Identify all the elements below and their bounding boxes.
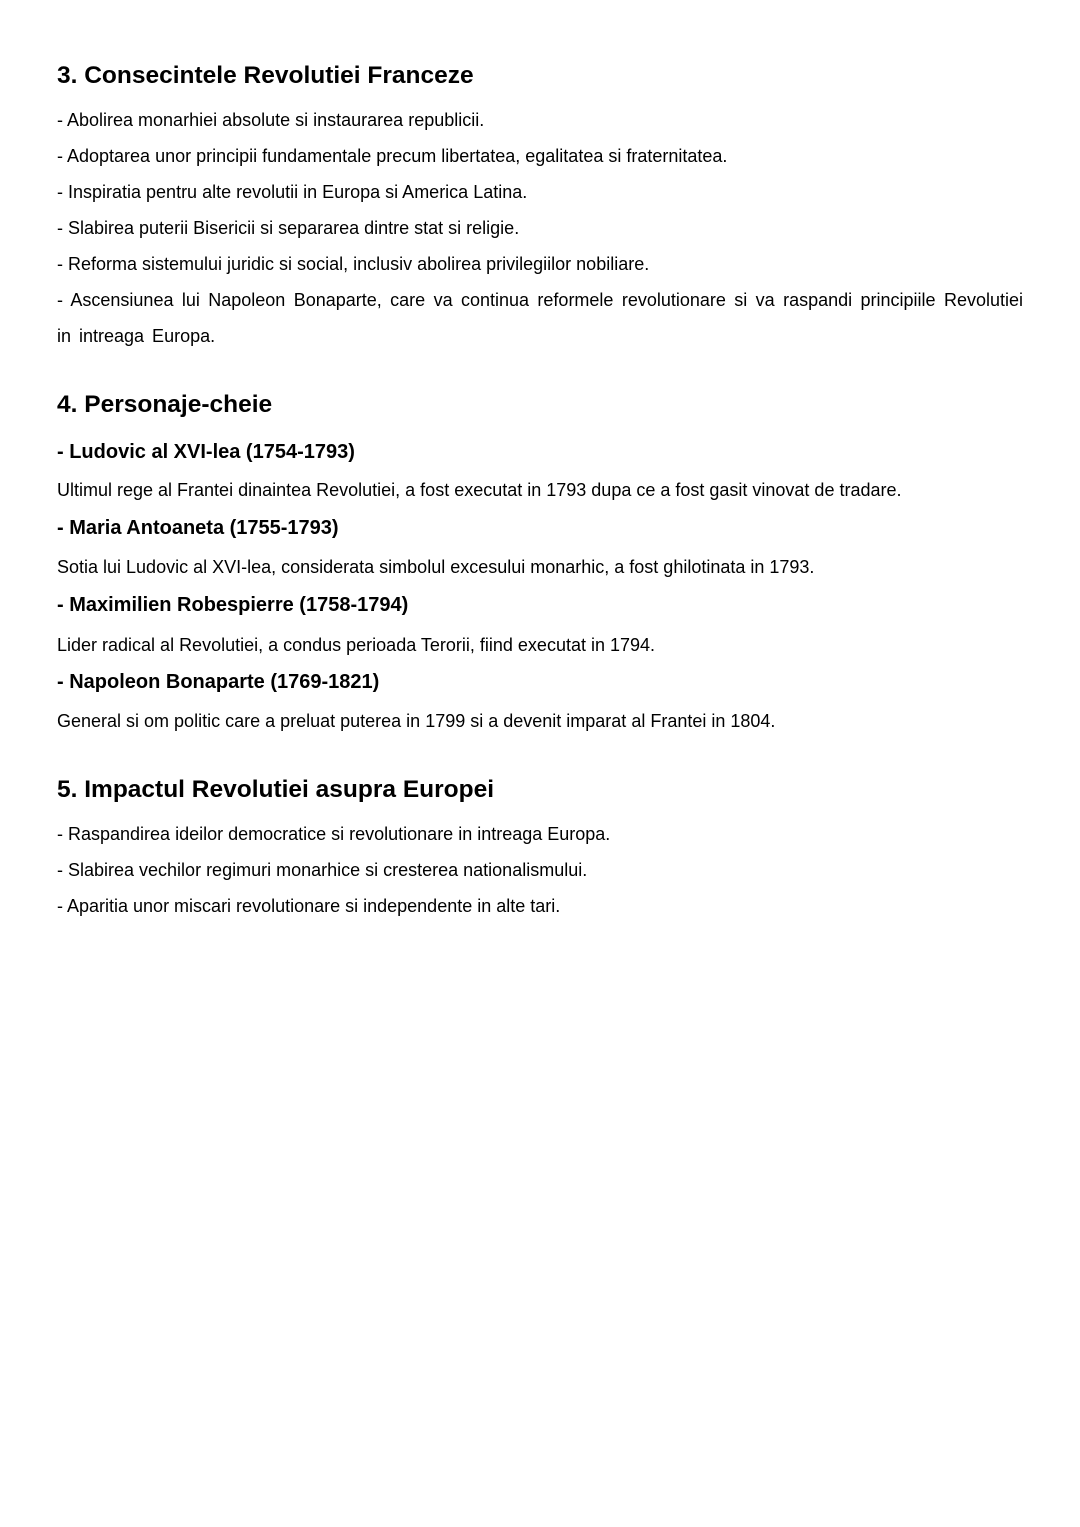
section-3-heading: 3. Consecintele Revolutiei Franceze	[57, 62, 474, 89]
list-item: - Slabirea vechilor regimuri monarhice si cresterea nationalismului.	[57, 860, 588, 880]
person-description: Sotia lui Ludovic al XVI-lea, considerata simbolul excesului monarhic, a fost ghilotinata in 1793.	[57, 557, 815, 577]
person-description: General si om politic care a preluat puterea in 1799 si a devenit imparat al Frantei in 1804.	[57, 711, 776, 731]
section-5-heading: 5. Impactul Revolutiei asupra Europei	[57, 776, 495, 803]
list-item: - Abolirea monarhiei absolute si instaurarea republicii.	[57, 110, 485, 130]
list-item: - Raspandirea ideilor democratice si revolutionare in intreaga Europa.	[57, 824, 611, 844]
person-name: - Napoleon Bonaparte (1769-1821)	[57, 671, 380, 693]
list-item: - Reforma sistemului juridic si social, inclusiv abolirea privilegiilor nobiliare.	[57, 254, 650, 274]
person-description: Lider radical al Revolutiei, a condus perioada Terorii, fiind executat in 1794.	[57, 635, 656, 655]
list-item: - Ascensiunea lui Napoleon Bonaparte, care va continua reformele revolutionare si va raspandi principiile Revolutiei in intreaga Europa.	[57, 290, 1023, 346]
list-item: - Inspiratia pentru alte revolutii in Europa si America Latina.	[57, 182, 528, 202]
list-item: - Aparitia unor miscari revolutionare si independente in alte tari.	[57, 896, 561, 916]
person-description: Ultimul rege al Frantei dinaintea Revolutiei, a fost executat in 1793 dupa ce a fost gasit vinovat de tradare.	[57, 480, 902, 500]
person-name: - Maximilien Robespierre (1758-1794)	[57, 594, 409, 616]
section-4-heading: 4. Personaje-cheie	[57, 391, 273, 418]
list-item: - Slabirea puterii Bisericii si separarea dintre stat si religie.	[57, 218, 520, 238]
person-name: - Ludovic al XVI-lea (1754-1793)	[57, 441, 355, 463]
person-name: - Maria Antoaneta (1755-1793)	[57, 517, 339, 539]
list-item: - Adoptarea unor principii fundamentale precum libertatea, egalitatea si fraternitatea.	[57, 146, 728, 166]
